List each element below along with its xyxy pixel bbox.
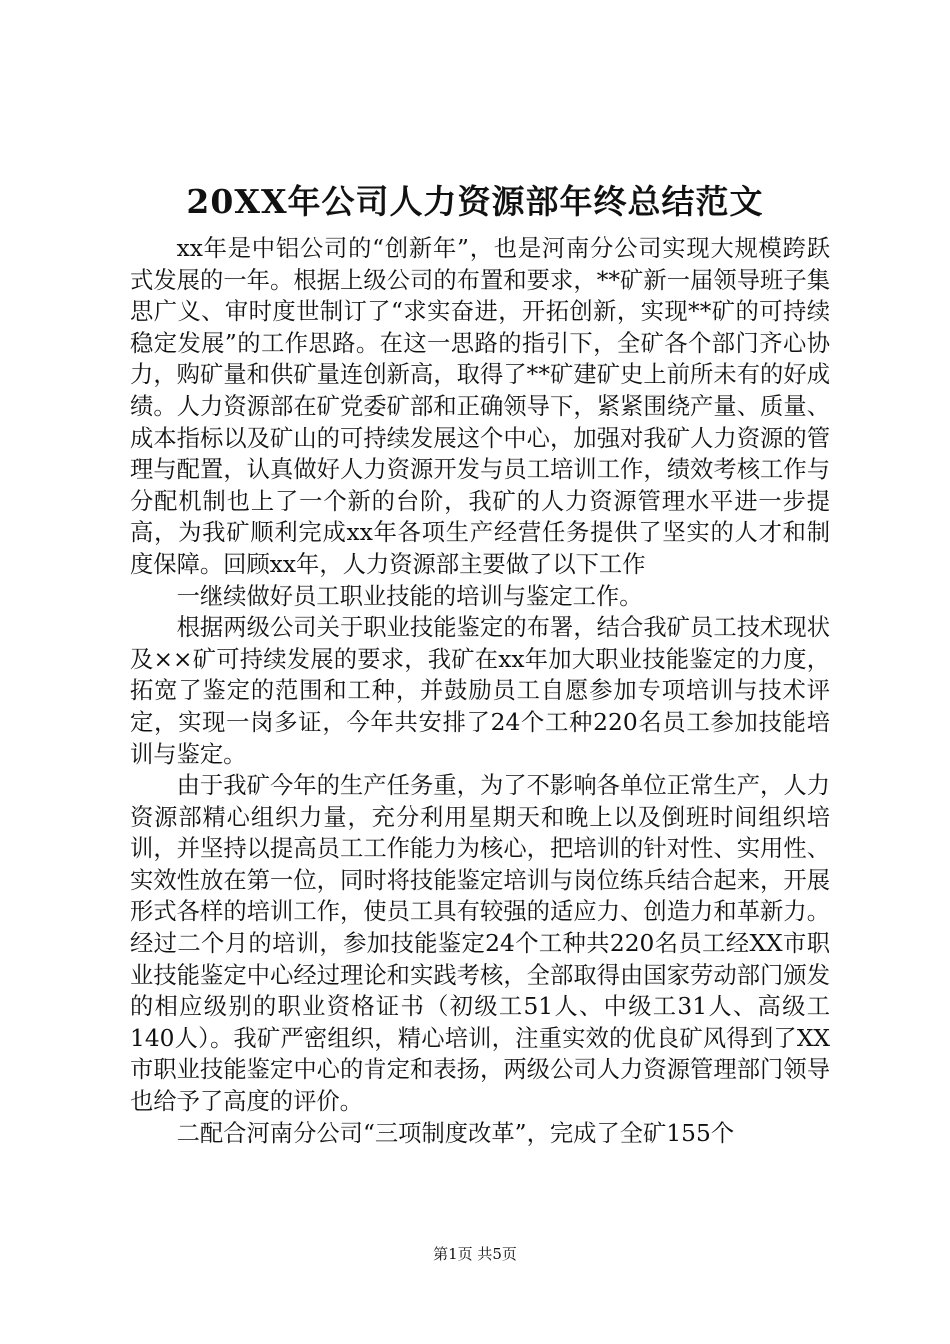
section-heading-1: 一继续做好员工职业技能的培训与鉴定工作。 bbox=[176, 582, 643, 610]
paragraph-training: 根据两级公司关于职业技能鉴定的布署，结合我矿员工技术现状及××矿可持续发展的要求，我矿在xx年加大职业技能鉴定的力度，拓宽了鉴定的范围和工种，并鼓励员工自愿参加专项培训与技术评定，实现一岗多证，今年共安排了24个工种220名员工参加技能培训与鉴定。 bbox=[130, 614, 830, 768]
document-title: 20XX年公司人力资源部年终总结范文 bbox=[186, 182, 764, 221]
page-number-footer: 第1页 共5页 bbox=[433, 1245, 517, 1263]
document-body bbox=[130, 233, 830, 1149]
section-heading-2: 二配合河南分公司“三项制度改革”，完成了全矿155个 bbox=[176, 1119, 735, 1147]
paragraph-organization: 由于我矿今年的生产任务重，为了不影响各单位正常生产，人力资源部精心组织力量，充分利用星期天和晚上以及倒班时间组织培训，并坚持以提高员工工作能力为核心，把培训的针对性、实用性、实效性放在第一位，同时将技能鉴定培训与岗位练兵结合起来，开展形式各样的培训工作，使员工具有较强的适应力、创造力和革新力。经过二个月的培训，参加技能鉴定24个工种共220名员工经XX市职业技能鉴定中心经过理论和实践考核，全部取得由国家劳动部门颁发的相应级别的职业资格证书（初级工51人、中级工31人、高级工140人）。我矿严密组织，精心培训，注重实效的优良矿风得到了XX市职业技能鉴定中心的肯定和表扬，两级公司人力资源管理部门领导也给予了高度的评价。 bbox=[130, 772, 830, 1116]
paragraph-intro: xx年是中铝公司的“创新年”，也是河南分公司实现大规模跨跃式发展的一年。根据上级公司的布置和要求，**矿新一届领导班子集思广义、审时度世制订了“求实奋进，开拓创新，实现**矿的可持续稳定发展”的工作思路。在这一思路的指引下，全矿各个部门齐心协力，购矿量和供矿量连创新高，取得了**矿建矿史上前所未有的好成绩。人力资源部在矿党委矿部和正确领导下，紧紧围绕产量、质量、成本指标以及矿山的可持续发展这个中心，加强对我矿人力资源的管理与配置，认真做好人力资源开发与员工培训工作，绩效考核工作与分配机制也上了一个新的台阶，我矿的人力资源管理水平进一步提高，为我矿顺利完成xx年各项生产经营任务提供了坚实的人才和制度保障。回顾xx年，人力资源部主要做了以下工作 bbox=[130, 235, 830, 578]
